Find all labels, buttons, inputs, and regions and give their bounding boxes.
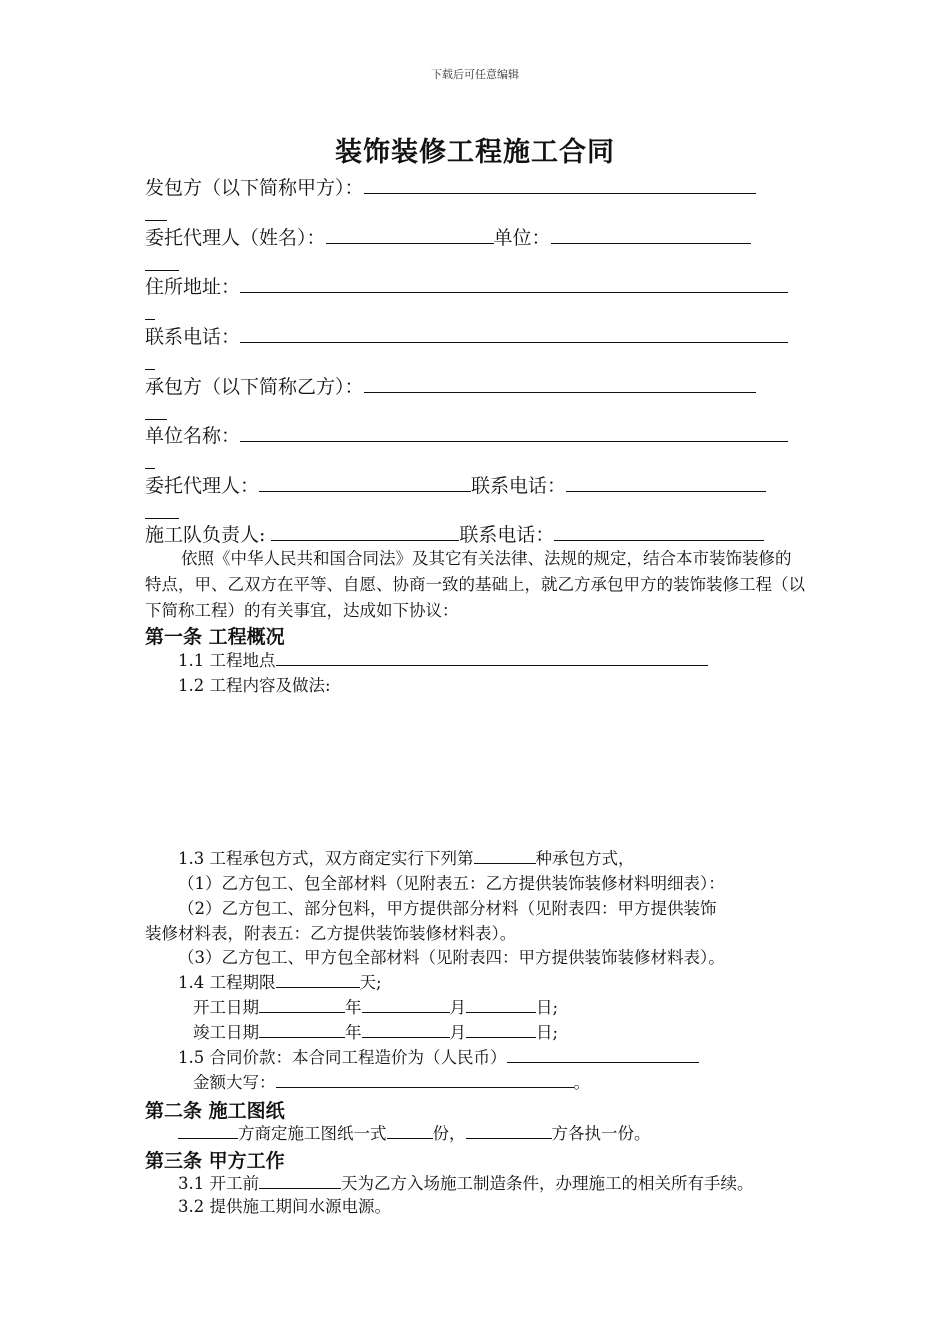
agent-name-blank[interactable] xyxy=(326,224,494,244)
item-1-1 xyxy=(178,649,708,672)
agent-label: 委托代理人： xyxy=(145,475,260,497)
team-phone-label: 联系电话： xyxy=(459,524,555,546)
drawings-party-blank[interactable] xyxy=(178,1122,238,1139)
address-blank-wrap xyxy=(145,299,155,320)
contractor-label: 承包方（以下简称乙方）： xyxy=(145,376,364,398)
item-1-4 xyxy=(178,971,382,994)
item-1-4-label: 1.4 工程期限 xyxy=(178,973,276,992)
drawings-row xyxy=(178,1122,651,1145)
team-leader-label: 施工队负责人: xyxy=(145,524,266,546)
start-year-blank[interactable] xyxy=(259,996,345,1013)
header-note: 下载后可任意编辑 xyxy=(431,68,519,81)
item-1-5 xyxy=(178,1046,699,1069)
option-1: （1）乙方包工、包全部材料（见附表五：乙方提供装饰装修材料明细表）： xyxy=(178,874,725,893)
drawings-text-b: 份， xyxy=(432,1124,466,1143)
item-3-1-label: 3.1 开工前 xyxy=(178,1174,259,1193)
address-label: 住所地址： xyxy=(145,276,241,298)
drawings-copies-blank[interactable] xyxy=(387,1122,433,1139)
start-day-blank[interactable] xyxy=(466,996,536,1013)
item-3-1-suffix: 天为乙方入场施工制造条件，办理施工的相关所有手续。 xyxy=(341,1174,754,1193)
end-date-row xyxy=(193,1021,558,1044)
article-2-heading: 第二条 施工图纸 xyxy=(145,1100,285,1122)
employer-field xyxy=(145,174,807,200)
start-date-label: 开工日期 xyxy=(193,998,259,1017)
item-1-3-label: 1.3 工程承包方式，双方商定实行下列第 xyxy=(178,849,474,868)
item-1-1-label: 1.1 工程地点 xyxy=(178,651,276,670)
start-year-label: 年 xyxy=(345,998,362,1017)
team-leader-blank[interactable] xyxy=(271,521,459,541)
end-date-label: 竣工日期 xyxy=(193,1023,259,1042)
article-3-heading: 第三条 甲方工作 xyxy=(145,1150,285,1172)
option-2-line-1: （2）乙方包工、部分包料，甲方提供部分材料（见附表四：甲方提供装饰 xyxy=(178,899,717,918)
item-1-2: 1.2 工程内容及做法: xyxy=(178,676,331,695)
unit-blank-wrap xyxy=(145,250,179,271)
agent-name-field xyxy=(145,224,807,250)
agent-field xyxy=(145,472,807,498)
phone-blank[interactable] xyxy=(240,323,788,343)
agent-phone-blank-wrap xyxy=(145,498,179,519)
item-1-4-suffix: 天; xyxy=(359,973,382,992)
prep-days-blank[interactable] xyxy=(259,1172,341,1189)
end-year-blank[interactable] xyxy=(259,1021,345,1038)
employer-blank[interactable] xyxy=(364,174,756,194)
contract-method-blank[interactable] xyxy=(474,847,536,864)
phone-field xyxy=(145,323,807,349)
end-month-blank[interactable] xyxy=(362,1021,450,1038)
start-day-label: 日; xyxy=(536,998,559,1017)
amount-words-period: 。 xyxy=(573,1073,590,1092)
address-field xyxy=(145,273,807,299)
amount-words-blank[interactable] xyxy=(276,1071,574,1088)
contractor-field xyxy=(145,373,807,399)
intro-paragraph: 依照《中华人民共和国合同法》及其它有关法律、法规的规定，结合本市装饰装修的特点，甲、乙双方在平等、自愿、协商一致的基础上，就乙方承包甲方的装饰装修工程（以下简称工程）的有关事宜，达成如下协议： xyxy=(145,549,805,620)
end-day-blank[interactable] xyxy=(466,1021,536,1038)
item-1-3 xyxy=(178,847,635,870)
contract-price-blank[interactable] xyxy=(507,1046,699,1063)
agent-name-label: 委托代理人（姓名）： xyxy=(145,227,326,249)
item-3-2: 3.2 提供施工期间水源电源。 xyxy=(178,1197,391,1216)
contractor-blank[interactable] xyxy=(364,373,756,393)
item-3-1 xyxy=(178,1172,754,1195)
item-1-3-suffix: 种承包方式， xyxy=(535,849,635,868)
article-1-heading: 第一条 工程概况 xyxy=(145,626,285,648)
employer-label: 发包方（以下简称甲方）： xyxy=(145,177,364,199)
phone-blank-wrap xyxy=(145,349,155,370)
address-blank[interactable] xyxy=(240,273,788,293)
duration-days-blank[interactable] xyxy=(276,971,360,988)
agent-phone-blank[interactable] xyxy=(566,472,766,492)
document-title: 装饰装修工程施工合同 xyxy=(335,137,615,168)
drawings-text-a: 方商定施工图纸一式 xyxy=(238,1124,387,1143)
project-location-blank[interactable] xyxy=(276,649,708,666)
phone-label: 联系电话： xyxy=(145,326,241,348)
unit-label: 单位： xyxy=(493,227,551,249)
end-month-label: 月 xyxy=(449,1023,466,1042)
agent-blank[interactable] xyxy=(259,472,471,492)
drawings-text-c: 方各执一份。 xyxy=(551,1124,651,1143)
unit-name-field xyxy=(145,422,807,448)
end-year-label: 年 xyxy=(345,1023,362,1042)
start-date-row xyxy=(193,996,558,1019)
unit-blank[interactable] xyxy=(551,224,751,244)
option-3: （3）乙方包工、甲方包全部材料（见附表四：甲方提供装饰装修材料表）。 xyxy=(178,948,725,967)
amount-words-row xyxy=(193,1071,590,1094)
contractor-blank-wrap xyxy=(145,399,167,420)
amount-words-label: 金额大写： xyxy=(193,1073,276,1092)
agent-phone-label: 联系电话： xyxy=(471,475,567,497)
unit-name-label: 单位名称： xyxy=(145,425,241,447)
option-2-line-2: 装修材料表，附表五：乙方提供装饰装修材料表）。 xyxy=(145,924,517,943)
team-leader-field xyxy=(145,521,807,547)
item-1-5-label: 1.5 合同价款：本合同工程造价为（人民币） xyxy=(178,1048,507,1067)
employer-blank-wrap xyxy=(145,200,167,221)
unit-name-blank-wrap xyxy=(145,448,155,469)
team-phone-blank[interactable] xyxy=(554,521,764,541)
end-day-label: 日; xyxy=(536,1023,559,1042)
start-month-label: 月 xyxy=(449,998,466,1017)
start-month-blank[interactable] xyxy=(362,996,450,1013)
unit-name-blank[interactable] xyxy=(240,422,788,442)
drawings-holder-blank[interactable] xyxy=(466,1122,552,1139)
